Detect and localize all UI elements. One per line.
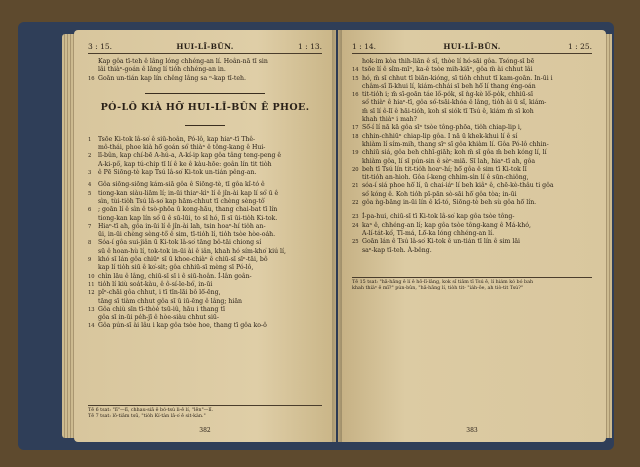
footnote-line: Tē 6 tsat: "lī"—lī, chhau-siā ê bó-tsú li-ê lí, "lēn"—lī. [88,408,214,413]
verse-line: 16 tit-tio̍h i; m̄ sī-goān táe lô͘-po̍k, sī ǹg-kè lô͘-po̍k, chhiū-sī [352,91,533,99]
verse-line: 13 Gôa chiù sīn tī-thòe̍ tsū-iû, hāu i thang tī [88,305,225,313]
verse-line: sìn, tùi-tio̍h Tsú lâ-so͘ kap hām-chhut tī chèng sèng-tô͘ [98,197,265,205]
footnotes [88,405,322,420]
header-chapter-left: 3 : 15. [88,42,112,51]
verse-line: m̄ sī lí ê-lī ê hāi-tio̍h, koh sī siók tī Tsú ê, kiám m̄ sī koh [362,107,534,115]
verse-line: 12 pîⁿ-chāi gôa chhut, i tī tīn-lāi bô lō͘-ēng, [88,289,221,297]
divider-rule [145,93,265,94]
header-book-title: HUI-LĪ-BÛN. [176,42,234,51]
verse-line: só͘ kóng ê. Koh tio̍h pī-pān sò-sāi hō͘ gôa tòa; in-ūi [362,190,517,198]
verse-line: 11 tio̍h lí kiù soa̍t-kàu, ê ô-sí-le-bó͘, in-ūi [88,280,213,288]
verse-line: khiàm gôa, lí sī pún-sin ê sèⁿ-miā. Sī lah, hiaⁿ-tī ah, gôa [362,157,536,165]
verse-line: 20 beh tī Tsú lín tit-tio̍h hoaⁿ-hí; hō͘ gôa ê sim tī Ki-tok lī [352,165,527,173]
right-page [338,30,606,442]
verse-line: 22 gôa ǹg-bāng in-ūi lín ê kî-tó, Siōng-tè beh sù gôa hō͘ lín. [352,199,537,207]
verse-line: só͘ thiàⁿ ê hiaⁿ-tī, gôa só͘-tsāi-khóa ê lâng, tio̍h ài ū sî, kiám- [362,99,547,107]
verse-line: 2 lī-bûn, kap chí-bē A-hú-a, A-kí-ip kap gôa tâng teng-peng ê [88,152,282,160]
verse-line: 4 Gôa siōng-siōng kám-siā gôa ê Siōng-tè, tī gôa kî-tó ê [88,181,265,189]
verse-line: saⁿ-kap tī-teh. À-bêng. [362,246,432,254]
verse-line: 21 sóa-í siá phoe hō͘ lí, ū chai-iáⁿ lí beh kiâⁿ ê, chē-kè-thâu ti gôa [352,182,554,190]
verse-line: 14 Gôa pún-sī ài lâu i kap gôa tsòe hoe, thang tī gôa ko-ô [88,322,267,330]
verse-line: 3 ê Pē Siōng-tè kap Tsú lâ-so͘ Ki-tok un-tián pêng-an. [88,169,257,177]
verse-line: ūi, in-ūi chèng sèng-tô͘ ê sim, tī-tio̍h lí, tio̍h tsòe hòe-oa̍h. [98,231,276,239]
verse-line: 18 chhin-chhiūⁿ chiap-lip gôa. I nā ū khek-khui lí ê sí [352,132,518,140]
book-title: PÓ-LÔ KIÀ HŌ͘ HUI-LĪ-BÛN Ê PHOE. [100,101,310,113]
verse-line: 17 Sō͘-í lí nā kā gôa sīⁿ tsòe tông-phōa, tio̍h chiap-lip i, [352,124,522,132]
text-line: 16 Goān un-tián kap lín chêng lâng sa ⁿ-kap tī-teh. [88,74,246,82]
verse-line: 23 Í-pa-hui, chiū-sī tī Ki-tok lâ-so͘ kap gôa tsòe tông- [352,213,515,221]
verse-line: 9 khó sī lán gôa chiūⁿ sī ū khoe-chiàⁿ ê chiū-sī sīⁿ-tāi, bô [88,256,268,264]
footnote-line: Tē 15 tsat: "hā-hāng ê lí ê hō-lî-lāng, kok sî tiâm tī Tsú ê, lí hiám kó bó bah [352,280,534,285]
header-chapter-right: 1 : 13. [298,42,322,51]
verse-line: A-ki-pô͘, kap tú-chip tī lí ê ke ê kàu-hōe: goân lín tit tiòh [98,160,272,168]
verse-line: 15 hó, m̄ sī chhut tī biān-kióng, sī tio̍h chhut tī kam-goān. In-ūi i [352,74,553,82]
book-gutter [332,30,342,442]
verse-block [88,136,322,331]
verse-line: sū ê hoan-hù lí, tok-tok in-ūi ài ê iân, khah hó sím-kho͘ kiú lí, [98,247,286,255]
verse-line: 24 kaⁿ ê, chhéng-an lí; kap gôa tsòe tông-kang ê Má-khó, [352,221,531,229]
verse-line: 14 tsōe lí ê sîm-mīⁿ, ka-ê tsòe mih-kiāⁿ, gôa m̄ ài chhut lâi [352,66,533,74]
left-page-header [88,42,322,54]
page-number: 383 [466,427,478,434]
header-chapter-left: 1 : 14. [352,42,376,51]
intro-block [88,58,322,83]
verse-line: 5 tiong-kan siàu-liām lí; in-ūi thiaⁿ-kìⁿ lí ê jîn-ài kap lí só͘ ū ê [88,189,279,197]
header-book-title: HUI-LĪ-BÛN. [443,42,501,51]
verse-block [352,58,592,255]
verse-line: hok-im kòa thih-liān ê sî, thòe lí hó-sāi gôa. Tsóng-sī bē [362,58,535,65]
verse-line: 10 chìn lāu ê lâng, chiū-sī sī i ê siū-hoân. Í-lân goân- [88,272,252,280]
page-number: 382 [199,427,211,434]
header-chapter-right: 1 : 25. [568,42,592,51]
verse-line: tit-tio̍h an-hioh. Gôa í-keng chhim-sìn lí ê sūn-chiông, [362,174,529,182]
verse-line: kap lí tio̍h siū ê ko͘-sit; gôa chhiū-sī mèng sī Pó-lô, [98,264,254,272]
verse-line: 1 Tsōe Ki-tok lâ-so͘ ê siū-hoân, Pó-lô, kap hiaⁿ-tī Thê- [88,135,256,143]
verse-line: A-lí-tát-kó͘, Tī-má, Lō͘-ka lóng chhéng-an lí. [362,229,495,237]
verse-line: 8 Sóa-í gôa sui-jiân ū Ki-tok lâ-so͘ tāng bô-tāi chiong sí [88,239,262,247]
verse-line: tāng sī tiàm chhut gôa sī ū iū-ēng ê lâng; hiān [98,297,243,305]
footnote-line: khah thiàⁿ ê mī?" pún-bûn, "hā-hāng lí, tio̍h tit- "iáh-ōe, ah tiò-tit Tsú?" [352,286,524,291]
left-page [74,30,336,442]
verse-line: 19 chhiū siá, gôa beh chhī-giāh; koh m̄ sī gôa m̄ beh kóng lí, lí [352,149,547,157]
verse-line: mô-thái, phoe kià hō͘ goán só͘ thiàⁿ ê tông-kang ê Hui- [98,144,266,152]
footnotes [352,277,592,292]
verse-line: 7 Hiaⁿ-tī ah, gôa in-ūi lí ê jîn-ài lah, tsin hoaⁿ-hí tio̍h an- [88,222,266,230]
divider-rule-small [185,125,225,126]
verse-line: khah thiàⁿ i mah? [362,116,417,124]
footnote-line: Tē 7 tsat: lō-tiâm tsū, "tiòh Kí-tàn lâ-o͘ ê sit-kàn." [88,414,206,419]
verse-line: khiàm lí sím-mih, thang sīⁿ sī gôa khiàm lí. Gôa Pó-lô chhin- [362,140,549,148]
text-line: Kap gôa tī-teh ê lâng lóng chhéng-an lí. Hoân-nā tī sin [98,58,268,65]
verse-line: tiong-kan kap lín só͘ ū ê sū-lūi, to sī hó, lī sī ūi-tio̍h Ki-tok. [98,214,278,222]
verse-line: gôa sī in-ūi pe̍h-jī ê hòe-siàu chhut siū- [98,314,220,322]
verse-line: 25 Goān lán ê Tsú lâ-so͘ Ki-tok ê un-tián tī lín ê sim lāi [352,238,521,246]
right-page-header [352,42,592,54]
verse-line: châm-sî lī-khui lí, kiám-chhái sī beh hō͘ lí thang éng-oán [362,82,536,90]
text-line: lâi thiàⁿ-goán ê lâng lí tio̍h chhéng-an in. [98,66,226,74]
verse-line: 6 ; goān lí ê sìn ê tsò-phōa ū kong-hāu, thang chai-bat tī lín [88,206,278,214]
